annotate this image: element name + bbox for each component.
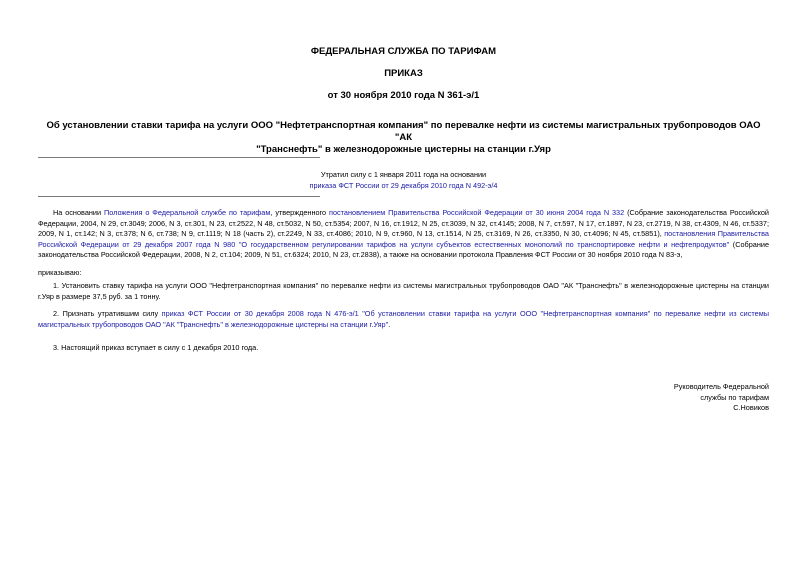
orders-label: приказываю: [38,268,82,277]
divider-top [38,157,320,158]
lost-force-link[interactable]: приказа ФСТ России от 29 декабря 2010 года N 492-э/4 [309,181,498,190]
order-476-link[interactable]: приказ ФСТ России от 30 декабря 2008 года N 476-э/1 "Об установлении ставки тарифа на услуги ООО "Нефтетранспортная компания" по перевалке нефти из системы магистральных трубопроводов ОАО "АК "Транснефть" в железнодорожные цистерны на станции г.Уяр" [38,309,769,329]
signature-block [569,382,769,414]
title-line-1: Об установлении ставки тарифа на услуги ООО "Нефтетранспортная компания" по перевалке нефти из системы магистральных трубопроводов ОАО "АК [46,120,761,143]
document-title [40,120,767,156]
preamble-text-2: , утвержденного [270,208,329,217]
lost-force-note [0,169,807,191]
regulation-link[interactable]: Положения о Федеральной службе по тарифам [103,208,271,217]
signature-line-1: Руководитель Федеральной [673,382,769,391]
doc-date-heading: от 30 ноября 2010 года N 361-э/1 [327,90,480,101]
order-item-3: 3. Настоящий приказ вступает в силу с 1 декабря 2010 года. [53,343,259,352]
signature-line-2: службы по тарифам [700,392,769,402]
preamble-text-1: На основании [53,208,104,217]
preamble-paragraph [38,208,769,261]
signature-name: С.Новиков [733,403,769,413]
agency-heading: ФЕДЕРАЛЬНАЯ СЛУЖБА ПО ТАРИФАМ [310,46,497,57]
doc-type-heading: ПРИКАЗ [384,68,423,79]
lost-force-text: Утратил силу с 1 января 2011 года на основании [320,170,487,179]
preamble-text-3: (Собрание законодательства Российской Федерации, 2004, N 29, ст.3049; 2006, N 3, ст.301, N 23, ст.2522, N 48, ст.5032, N 50, ст.5354; 2007, N 16, ст.1912, N 25, ст.3039, N 32, ст.4145; 2008, N 7, ст.597, N 17, ст.1897, N 23, ст.2719, N 38, ст.4309, N 46, ст.5337; 2009, N 1, ст.142; N 3, ст.378; N 6, ст.738; N 9, ст.1119; N 18 (часть 2), ст.2249, N 33, ст.4086; 2010, N 9, ст.960, N 13, ст.1514, N 25, ст.3169, N 26, ст.3350, N 30, ст.4096; N 45, ст.5851), [38,208,769,238]
order-item-2 [38,309,769,330]
order-item-1: 1. Установить ставку тарифа на услуги ООО "Нефтетранспортная компания" по перевалке нефти из системы магистральных трубопроводов ОАО "АК "Транснефть" в железнодорожные цистерны на станции г.Уяр в размере 37,5 руб. за 1 тонну. [38,281,769,301]
preamble-text-4: (Собрание законодательства Российской Федерации, 2008, N 2, ст.104; 2009, N 51, ст.6324; 2010, N 23, ст.2838), а также на основании протокола Правления ФСТ России от 30 ноября 2010 года N 83-э, [38,239,769,259]
divider-bottom [38,196,320,197]
resolution-332-link[interactable]: постановлением Правительства Российской Федерации от 30 июня 2004 года N 332 [329,208,625,217]
item2-text-1: 2. Признать утратившим силу [53,309,162,318]
title-line-2: "Транснефть" в железнодорожные цистерны на станции г.Уяр [256,144,551,155]
resolution-980-link[interactable]: постановления Правительства Российской Федерации от 29 декабря 2007 года N 980 "О государственном регулировании тарифов на услуги субъектов естественных монополий по транспортировке нефти и нефтепродуктов" [38,229,769,249]
item2-text-2: . [388,319,391,329]
